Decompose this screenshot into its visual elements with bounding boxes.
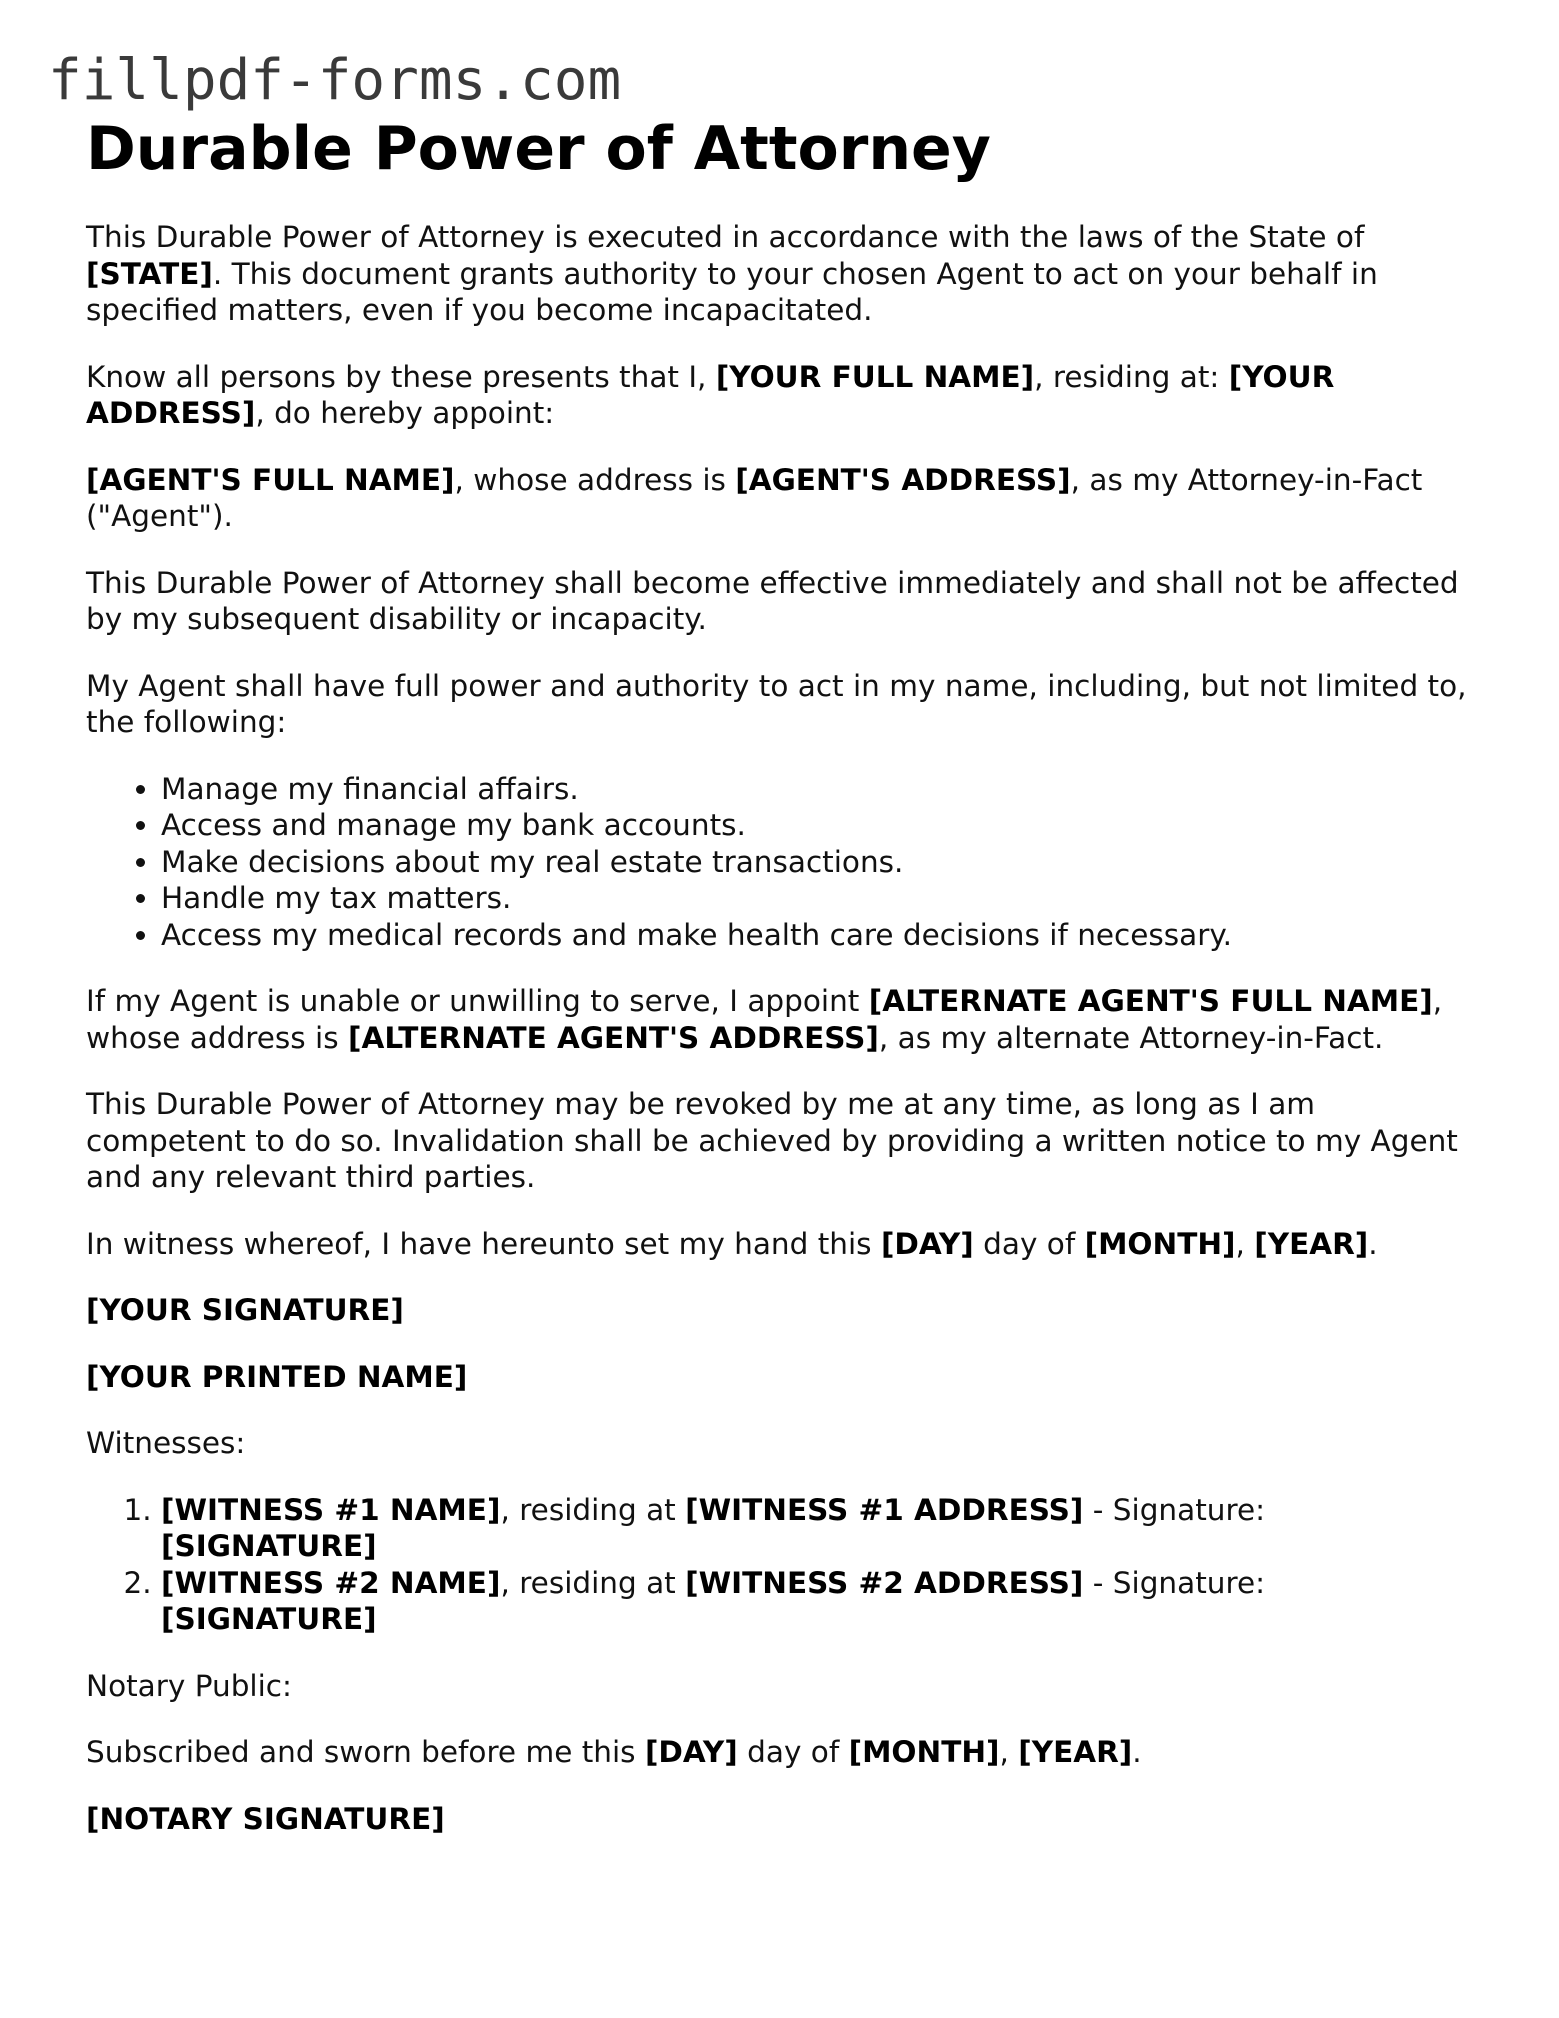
month-placeholder: [MONTH]: [1084, 1226, 1236, 1261]
printed-name-placeholder: [YOUR PRINTED NAME]: [86, 1359, 468, 1394]
witness-name-placeholder: [WITNESS #1 NAME]: [161, 1492, 501, 1527]
agent-text-2: , as my Attorney-in-Fact ("Agent").: [86, 462, 1423, 533]
notary-clause-text-2: day of: [737, 1735, 849, 1769]
powers-intro-paragraph: My Agent shall have full power and authority to act in my name, including, but not limited to, the following:: [86, 668, 1467, 739]
agent-address-placeholder: [AGENT'S ADDRESS]: [735, 462, 1071, 497]
notary-clause-text-3: ,: [999, 1735, 1019, 1769]
notary-day-placeholder: [DAY]: [644, 1735, 738, 1769]
notary-clause-text-1: Subscribed and sworn before me this: [86, 1735, 645, 1769]
principal-address-placeholder: [YOUR ADDRESS]: [86, 359, 1335, 430]
intro-text-2: . This document grants authority to your chosen Agent to act on your behalf in specified matters, even if you become incapacitated.: [86, 256, 1378, 327]
state-placeholder: [STATE]: [86, 256, 213, 291]
power-item: • Manage my financial affairs.: [161, 771, 1476, 808]
power-item: • Handle my tax matters.: [161, 880, 1476, 917]
principal-text-1: Know all persons by these presents that I,: [86, 359, 716, 394]
witness-text-1: , residing at: [500, 1492, 686, 1527]
agent-name-placeholder: [AGENT'S FULL NAME]: [86, 462, 455, 497]
notary-signature-placeholder: [NOTARY SIGNATURE]: [86, 1801, 445, 1836]
alternate-name-placeholder: [ALTERNATE AGENT'S FULL NAME]: [868, 984, 1433, 1018]
powers-list: [86, 771, 1476, 954]
signature-placeholder: [YOUR SIGNATURE]: [86, 1293, 404, 1327]
witness-address-placeholder: [WITNESS #1 ADDRESS]: [685, 1492, 1084, 1527]
year-placeholder: [YEAR]: [1254, 1226, 1369, 1261]
witness-clause-text-4: .: [1368, 1226, 1378, 1261]
alternate-address-placeholder: [ALTERNATE AGENT'S ADDRESS]: [348, 1020, 879, 1055]
watermark-text: fillpdf-forms.com: [48, 48, 622, 113]
witness-item: [161, 1492, 1476, 1565]
witnesses-label: Witnesses:: [86, 1426, 246, 1460]
witness-item: [161, 1565, 1476, 1638]
signature-line: [86, 1292, 1476, 1329]
document-page: [86, 106, 1476, 1837]
notary-year-placeholder: [YEAR]: [1018, 1735, 1133, 1769]
witness-text-2: - Signature:: [1083, 1492, 1266, 1527]
witness-signature-placeholder: [SIGNATURE]: [161, 1529, 377, 1563]
intro-text-1: This Durable Power of Attorney is executed in accordance with the laws of the State of: [86, 220, 1365, 254]
power-item: • Access and manage my bank accounts.: [161, 807, 1476, 844]
printed-name-line: [86, 1359, 1476, 1396]
witness-clause-text-1: In witness whereof, I have hereunto set my hand this: [86, 1226, 881, 1261]
notary-label: Notary Public:: [86, 1668, 292, 1703]
power-item: • Access my medical records and make health care decisions if necessary.: [161, 917, 1476, 954]
witness-text-2: - Signature:: [1083, 1565, 1266, 1600]
witness-clause-paragraph: [86, 1226, 1476, 1263]
principal-name-placeholder: [YOUR FULL NAME]: [715, 359, 1035, 394]
principal-text-2: , residing at:: [1034, 359, 1229, 394]
principal-text-3: , do hereby appoint:: [255, 396, 555, 430]
witness-clause-text-2: day of: [973, 1226, 1085, 1261]
witness-clause-text-3: ,: [1235, 1226, 1255, 1261]
day-placeholder: [DAY]: [880, 1226, 974, 1261]
document-body: [86, 219, 1476, 1837]
alternate-text-2: , whose address is: [86, 984, 1443, 1055]
alternate-agent-paragraph: [86, 983, 1476, 1056]
witness-name-placeholder: [WITNESS #2 NAME]: [161, 1565, 501, 1600]
notary-clause-paragraph: [86, 1734, 1476, 1771]
revocation-paragraph: This Durable Power of Attorney may be revoked by me at any time, as long as I am competent to do so. Invalidation shall be achieved by providing a written notice to my Agent and any relevant third parties.: [86, 1087, 1458, 1194]
principal-paragraph: [86, 359, 1476, 432]
document-title: Durable Power of Attorney: [86, 114, 991, 184]
witness-text-1: , residing at: [500, 1565, 686, 1600]
effective-paragraph: This Durable Power of Attorney shall become effective immediately and shall not be affected by my subsequent disability or incapacity.: [86, 565, 1459, 636]
agent-paragraph: [86, 462, 1476, 535]
witnesses-list: [86, 1492, 1476, 1638]
agent-text-1: , whose address is: [454, 462, 736, 497]
notary-signature-line: [86, 1801, 1476, 1838]
power-item: • Make decisions about my real estate transactions.: [161, 844, 1476, 881]
intro-paragraph: [86, 219, 1476, 329]
witness-address-placeholder: [WITNESS #2 ADDRESS]: [685, 1565, 1084, 1600]
notary-month-placeholder: [MONTH]: [848, 1735, 1000, 1769]
witness-signature-placeholder: [SIGNATURE]: [161, 1602, 377, 1636]
notary-clause-text-4: .: [1132, 1735, 1142, 1769]
alternate-text-1: If my Agent is unable or unwilling to serve, I appoint: [86, 984, 869, 1018]
alternate-text-3: , as my alternate Attorney-in-Fact.: [878, 1020, 1384, 1055]
